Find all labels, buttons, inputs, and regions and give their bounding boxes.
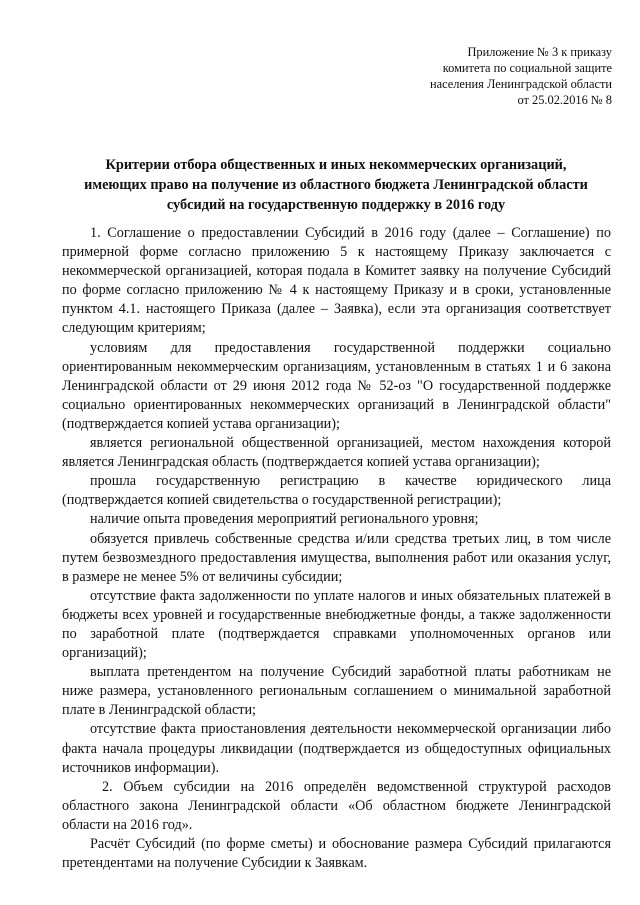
title-line-2: имеющих право на получение из областного бюджета Ленинградской области — [84, 177, 588, 193]
approval-line-1: Приложение № 3 к приказу — [467, 45, 612, 59]
document-title — [60, 155, 612, 215]
paragraph-criterion-own-funds: обязуется привлечь собственные средства и/или средства третьих лиц, в том числе путем безвозмездного предоставления имущества, выполнения работ или оказания услуг, в размере не менее 5% от величины субсидии; — [62, 530, 611, 585]
title-line-3: субсидий на государственную поддержку в 2016 году — [166, 197, 506, 213]
approval-stamp — [372, 44, 612, 108]
approval-line-4: от 25.02.2016 № 8 — [517, 93, 612, 107]
paragraph-criterion-no-debt: отсутствие факта задолженности по уплате налогов и иных обязательных платежей в бюджеты всех уровней и государственные внебюджетные фонды, а также задолженности по заработной плате (подтверждается справками уполномоченных органов или организаций); — [62, 587, 611, 662]
paragraph-criterion-experience: наличие опыта проведения мероприятий регионального уровня; — [90, 511, 479, 528]
paragraph-criterion-conditions: условиям для предоставления государственной поддержки социально ориентированным некоммерческим организациям, установленным в статьях 1 и 6 закона Ленинградской области от 29 июня 2012 года № 52-оз "О государственной поддержке социально ориентированных некоммерческих организаций в Ленинградской области" (подтверждается копией устава организации); — [62, 339, 611, 432]
paragraph-criterion-registration: прошла государственную регистрацию в качестве юридического лица (подтверждается копией свидетельства о государственной регистрации); — [62, 473, 611, 509]
approval-line-3: населения Ленинградской области — [429, 77, 612, 91]
paragraph-criterion-regional: является региональной общественной организацией, местом нахождения которой является Ленинградская область (подтверждается копией устава организации); — [62, 435, 611, 471]
approval-line-2: комитета по социальной защите — [442, 61, 612, 75]
title-line-1: Критерии отбора общественных и иных некоммерческих организаций, — [105, 157, 567, 173]
paragraph-subsidy-calculation: Расчёт Субсидий (по форме сметы) и обоснование размера Субсидий прилагаются претендентами на получение Субсидии к Заявкам. — [62, 836, 611, 872]
paragraph-agreement: 1. Соглашение о предоставлении Субсидий в 2016 году (далее – Соглашение) по примерной форме согласно приложению 5 к настоящему Приказу заключается с некоммерческой организацией, которая подала в Комитет заявку на получение Субсидий по форме согласно приложению № 4 к настоящему Приказу и в сроки, установленные пунктом 4.1. настоящего Приказа (далее – Заявка), если эта организация соответствует следующим критериям; — [62, 225, 611, 337]
paragraph-criterion-no-suspension: отсутствие факта приостановления деятельности некоммерческой организации либо факта начала процедуры ликвидации (подтверждается из общедоступных официальных источников информации). — [62, 721, 611, 776]
document-body — [62, 224, 611, 873]
paragraph-criterion-salary: выплата претендентом на получение Субсидий заработной платы работникам не ниже размера, установленного региональным соглашением о минимальной заработной плате в Ленинградской области; — [62, 664, 611, 719]
paragraph-subsidy-volume: 2. Объем субсидии на 2016 определён ведомственной структурой расходов областного закона Ленинградской области «Об областном бюджете Ленинградской области на 2016 год». — [62, 778, 611, 833]
